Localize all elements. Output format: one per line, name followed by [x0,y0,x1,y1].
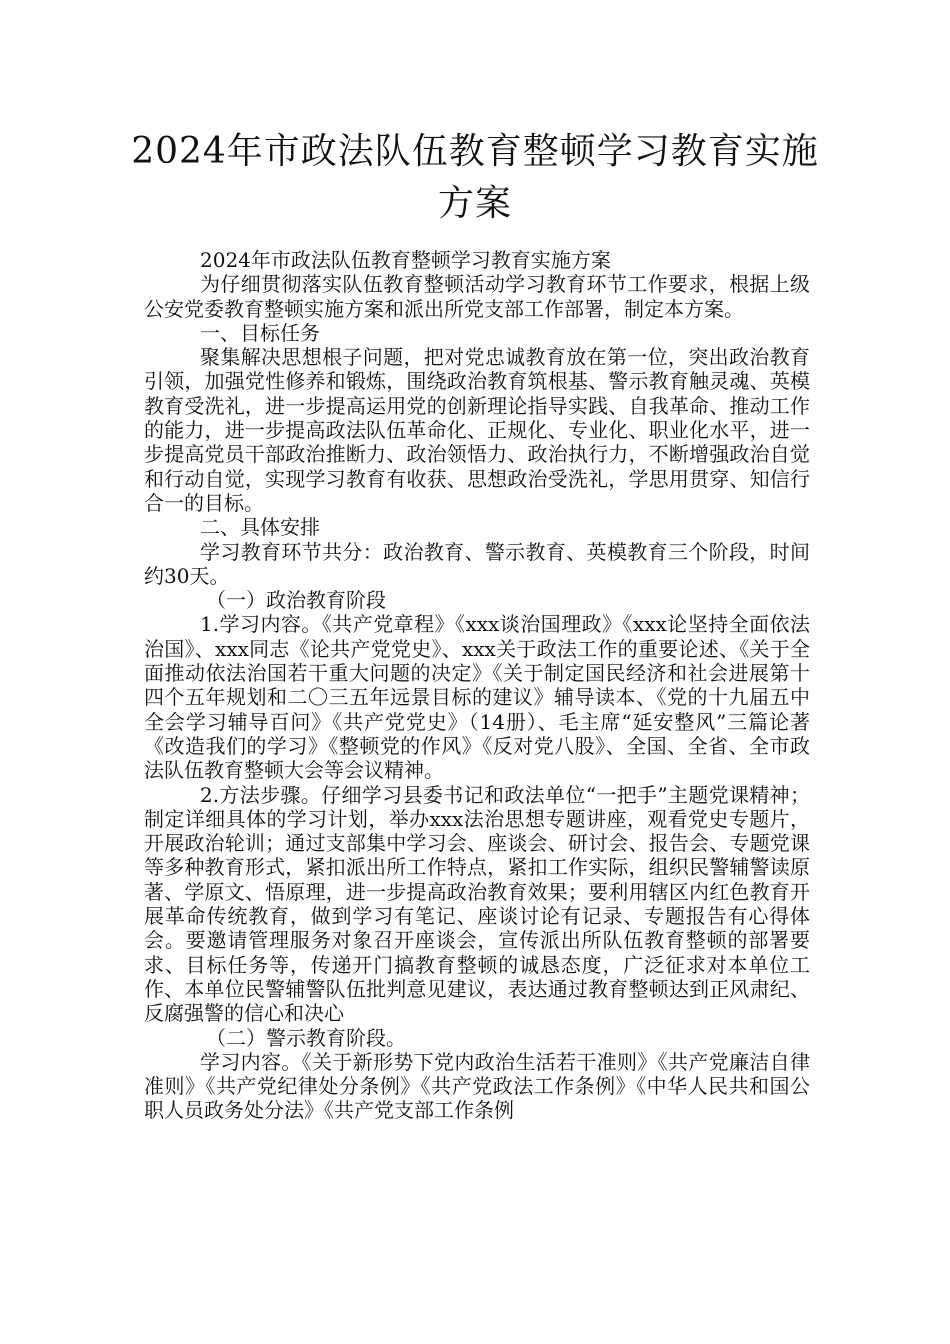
body-paragraph: 学习内容。《关于新形势下党内政治生活若干准则》《共产党廉洁自律准则》《共产党纪律处分条例》《共产党政法工作条例》《中华人民共和国公职人员政务处分法》《共产党支部工作条例 [144,1049,810,1123]
body-paragraph: 聚集解决思想根子问题，把对党忠诚教育放在第一位，突出政治教育引领，加强党性修养和锻炼，围绕政治教育筑根基、警示教育触灵魂、英模教育受洗礼，进一步提高运用党的创新理论指导实践、自我革命、推动工作的能力，进一步提高政法队伍革命化、正规化、专业化、职业化水平，进一步提高党员干部政治推断力、政治领悟力、政治执行力，不断增强政治自觉和行动自觉，实现学习教育有收获、思想政治受洗礼，学思用贯穿、知信行合一的目标。 [144,345,810,515]
section-heading: 一、目标任务 [200,320,320,345]
section-heading: 二、具体安排 [200,515,320,540]
subsection-heading: （二）警示教育阶段。 [206,1025,406,1050]
body-paragraph: 2024年市政法队伍教育整顿学习教育实施方案 [200,248,611,272]
body-paragraph: 2.方法步骤。仔细学习县委书记和政法单位“一把手”主题党课精神；制定详细具体的学习计划，举办xxx法治思想专题讲座，观看党史专题片，开展政治轮训；通过支部集中学习会、座谈会、研讨会、报告会、专题党课等多种教育形式，紧扣派出所工作特点，紧扣工作实际，组织民警辅警读原著、学原文、悟原理，进一步提高政治教育效果；要利用辖区内红色教育开展革命传统教育，做到学习有笔记、座谈讨论有记录、专题报告有心得体会。要邀请管理服务对象召开座谈会，宣传派出所队伍教育整顿的部署要求、目标任务等，传递开门搞教育整顿的诚恳态度，广泛征求对本单位工作、本单位民警辅警队伍批判意见建议，表达通过教育整顿达到正风肃纪、反腐强警的信心和决心 [144,782,810,1026]
document-body [144,248,810,1123]
body-paragraph: 学习教育环节共分：政治教育、警示教育、英模教育三个阶段，时间约30天。 [144,539,810,588]
body-paragraph: 1.学习内容。《共产党章程》《xxx谈治国理政》《xxx论坚持全面依法治国》、xxx同志《论共产党党史》、xxx关于政法工作的重要论述、《关于全面推动依法治国若干重大问题的决定》《关于制定国民经济和社会进展第十四个五年规划和二〇三五年远景目标的建议》辅导读本、《党的十九届五中全会学习辅导百问》《共产党党史》（14册）、毛主席“延安整风”三篇论著《改造我们的学习》《整顿党的作风》《反对党八股》、全国、全省、全市政法队伍教育整顿大会等会议精神。 [144,612,810,783]
subsection-heading: （一）政治教育阶段 [206,588,386,613]
body-paragraph: 为仔细贯彻落实队伍教育整顿活动学习教育环节工作要求，根据上级公安党委教育整顿实施方案和派出所党支部工作部署，制定本方案。 [144,272,810,321]
document-title: 2024年市政法队伍教育整顿学习教育实施方案 [131,131,819,224]
